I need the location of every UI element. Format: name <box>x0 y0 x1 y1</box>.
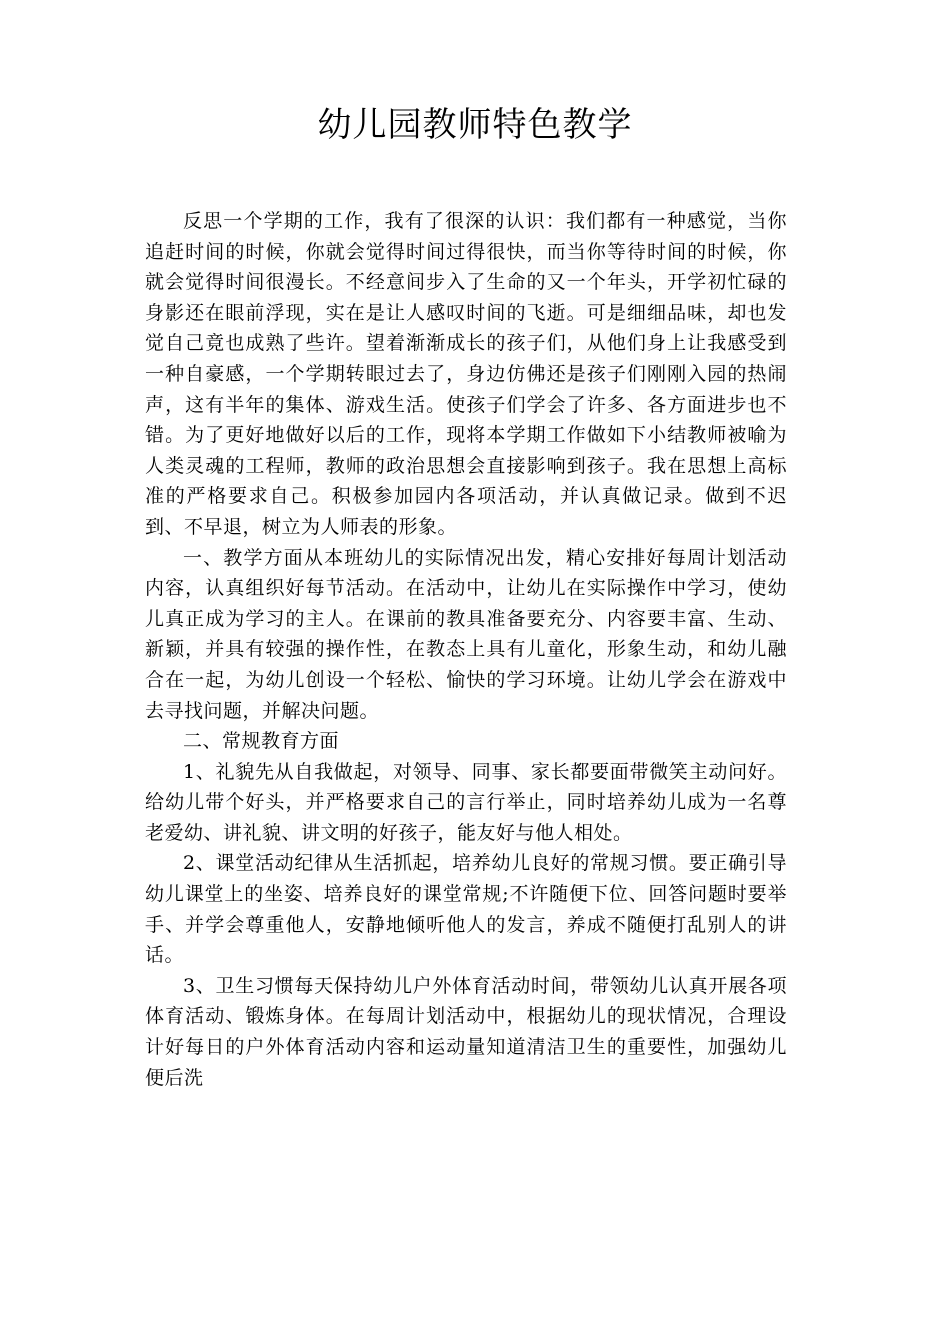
paragraph-classroom-discipline: 2、课堂活动纪律从生活抓起，培养幼儿良好的常规习惯。要正确引导幼儿课堂上的坐姿、培养良好的课堂常规;不许随便下位、回答问题时要举手、并学会尊重他人，安静地倾听他人的发言，养成不随便打乱别人的讲话。 <box>145 852 787 967</box>
paragraph-manners: 1、礼貌先从自我做起，对领导、同事、家长都要面带微笑主动问好。给幼儿带个好头，并严格要求自己的言行举止，同时培养幼儿成为一名尊老爱幼、讲礼貌、讲文明的好孩子，能友好与他人相处。 <box>145 760 787 844</box>
paragraph-hygiene-habits: 3、卫生习惯每天保持幼儿户外体育活动时间，带领幼儿认真开展各项体育活动、锻炼身体。在每周计划活动中，根据幼儿的现状情况，合理设计好每日的户外体育活动内容和运动量知道清洁卫生的重要性，加强幼儿便后洗 <box>145 974 787 1089</box>
section-heading-routine-education: 二、常规教育方面 <box>183 730 340 753</box>
document-title: 幼儿园教师特色教学 <box>317 105 633 145</box>
paragraph-teaching: 一、教学方面从本班幼儿的实际情况出发，精心安排好每周计划活动内容，认真组织好每节活动。在活动中，让幼儿在实际操作中学习，使幼儿真正成为学习的主人。在课前的教具准备要充分、内容要丰富、生动、新颖，并具有较强的操作性，在教态上具有儿童化，形象生动，和幼儿融合在一起，为幼儿创设一个轻松、愉快的学习环境。让幼儿学会在游戏中去寻找问题，并解决问题。 <box>145 546 787 722</box>
document-body <box>145 206 787 1093</box>
paragraph-reflection: 反思一个学期的工作，我有了很深的认识：我们都有一种感觉，当你追赶时间的时候，你就会觉得时间过得很快，而当你等待时间的时候，你就会觉得时间很漫长。不经意间步入了生命的又一个年头，开学初忙碌的身影还在眼前浮现，实在是让人感叹时间的飞逝。可是细细品味，却也发觉自己竟也成熟了些许。望着渐渐成长的孩子们，从他们身上让我感受到一种自豪感，一个学期转眼过去了，身边仿佛还是孩子们刚刚入园的热闹声，这有半年的集体、游戏生活。使孩子们学会了许多、各方面进步也不错。为了更好地做好以后的工作，现将本学期工作做如下小结教师被喻为人类灵魂的工程师，教师的政治思想会直接影响到孩子。我在思想上高标准的严格要求自己。积极参加园内各项活动，并认真做记录。做到不迟到、不早退，树立为人师表的形象。 <box>145 210 787 538</box>
